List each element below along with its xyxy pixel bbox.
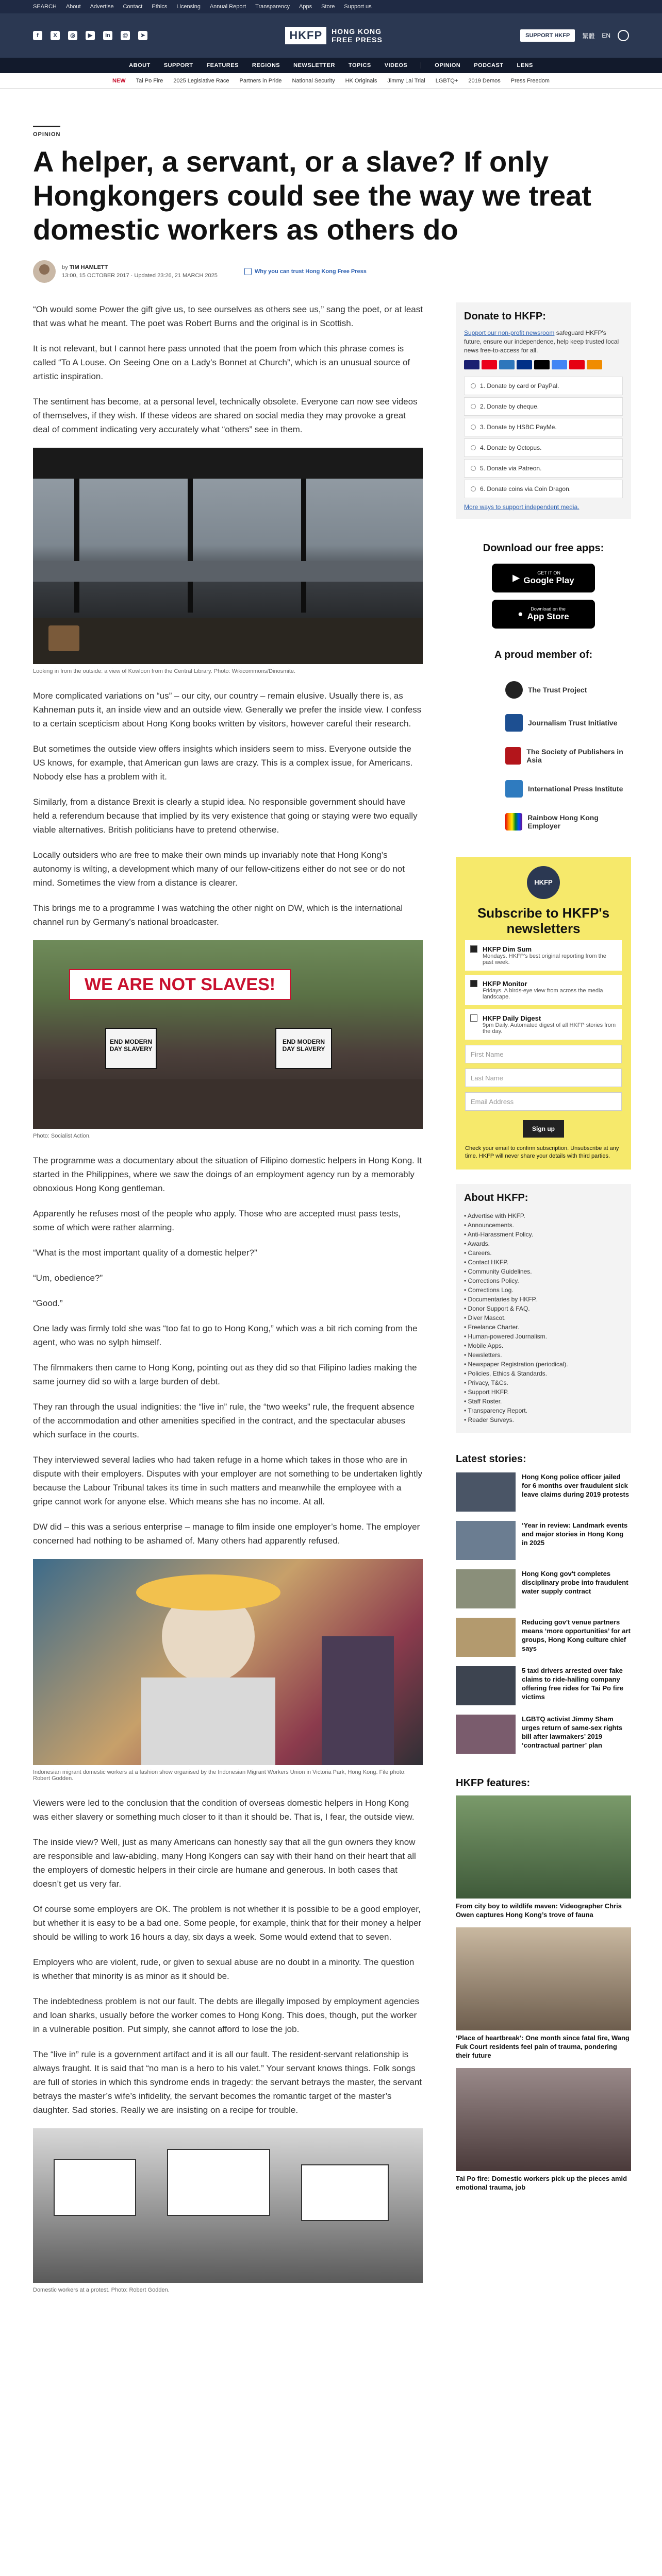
logo-line-2: FREE PRESS xyxy=(332,36,383,44)
donate-intro-text: safeguard HKFP's future, ensure our independence, help keep trusted local news free-to-access for all. xyxy=(464,329,619,354)
about-link[interactable]: • Contact HKFP. xyxy=(464,1258,623,1267)
caption: Photo: Socialist Action. xyxy=(33,1133,91,1139)
nav-regions[interactable]: REGIONS xyxy=(252,62,280,69)
figure-protest-2 xyxy=(33,2128,423,2293)
last-name-field[interactable]: Last Name xyxy=(465,1069,622,1087)
about-link[interactable]: • Documentaries by HKFP. xyxy=(464,1295,623,1304)
author-avatar xyxy=(33,260,56,283)
social-links xyxy=(33,31,147,40)
checkbox-icon[interactable] xyxy=(470,1014,477,1022)
newsletter-option-desc: Mondays. HKFP's best original reporting from the past week. xyxy=(483,953,606,965)
trending-2019-demos[interactable]: 2019 Demos xyxy=(468,77,501,84)
new-label: NEW xyxy=(112,77,126,84)
paragraph: “Good.” xyxy=(33,1298,63,1308)
logo-line-1: HONG KONG xyxy=(332,27,382,36)
membership-box xyxy=(456,649,631,838)
paragraph: This brings me to a programme I was watching the other night on DW, which is the international channel run by Germany’s national broadcaster. xyxy=(33,903,403,927)
trending-hk-originals[interactable]: HK Originals xyxy=(345,77,377,84)
support-hkfp-button[interactable]: SUPPORT HKFP xyxy=(520,29,575,42)
trending-jimmy-lai-trial[interactable]: Jimmy Lai Trial xyxy=(387,77,425,84)
donate-option-label: 1. Donate by card or PayPal. xyxy=(480,382,559,389)
about-box xyxy=(456,1184,631,1433)
sidebar xyxy=(456,302,631,2308)
first-name-field[interactable]: First Name xyxy=(465,1045,622,1063)
topbar-link-advertise[interactable]: Advertise xyxy=(90,4,114,10)
feature-title[interactable]: ‘Place of heartbreak’: One month since fatal fire, Wang Fuk Court residents feel pain of trauma, pondering their future xyxy=(456,2034,630,2059)
app-store-label: App Store xyxy=(527,612,569,621)
member-trust-project[interactable] xyxy=(456,673,631,706)
site-header xyxy=(0,13,662,58)
about-link[interactable]: • Human-powered Journalism. xyxy=(464,1332,623,1341)
topbar-link-annual-report[interactable]: Annual Report xyxy=(209,4,246,10)
about-link[interactable]: • Privacy, T&Cs. xyxy=(464,1378,623,1387)
mastercard-icon xyxy=(482,360,497,369)
paragraph: Similarly, from a distance Brexit is clearly a stupid idea. No responsible government should have held a referendum because that implied by its very existence that going or staying were two equally viable alternatives. British politicians have to pretend otherwise. xyxy=(33,797,418,835)
feature-thumbnail[interactable] xyxy=(456,1795,631,1899)
caption: Indonesian migrant domestic workers at a fashion show organised by the Indonesian Migrant Workers Union in Victoria Park, Hong Kong. File photo: Robert Godden. xyxy=(33,1769,406,1782)
member-label: The Society of Publishers in Asia xyxy=(526,748,623,764)
about-link[interactable]: • Advertise with HKFP. xyxy=(464,1211,623,1221)
feature-thumbnail[interactable] xyxy=(456,1927,631,2030)
trending-tai-po-fire[interactable]: Tai Po Fire xyxy=(136,77,163,84)
about-link[interactable]: • Donor Support & FAQ. xyxy=(464,1304,623,1313)
protest-placard: END MODERN DAY SLAVERY xyxy=(275,1028,332,1069)
radio-icon xyxy=(471,383,476,388)
trending-press-freedom[interactable]: Press Freedom xyxy=(510,77,550,84)
about-link[interactable]: • Corrections Policy. xyxy=(464,1276,623,1285)
paragraph: They interviewed several ladies who had taken refuge in a home which takes in those who are in dispute with their employers. Disputes with your employer are not something to be undertaken lightly because the Labour Tribunal takes its time in such matters and meanwhile the employee with a gripe cannot work for anyone else. Which means she has no income. At all. xyxy=(33,1455,422,1506)
feature-title[interactable]: Tai Po fire: Domestic workers pick up the pieces amid emotional trauma, job xyxy=(456,2175,627,2191)
author-prefix: by xyxy=(62,264,68,270)
story-thumbnail[interactable] xyxy=(456,1618,516,1657)
story-title[interactable]: ‘Year in review: Landmark events and major stories in Hong Kong in 2025 xyxy=(522,1521,628,1547)
hkfp-badge: HKFP xyxy=(527,866,560,899)
newsletter-option-title: HKFP Daily Digest xyxy=(483,1014,541,1022)
top-utility-bar xyxy=(0,0,662,13)
donate-heading: Donate to HKFP: xyxy=(464,311,546,322)
member-label: Journalism Trust Initiative xyxy=(528,719,618,727)
trending-legco-race[interactable]: 2025 Legislative Race xyxy=(173,77,229,84)
story-title[interactable]: 5 taxi drivers arrested over fake claims to ride-hailing company offering free rides for Tai Po fire victims xyxy=(522,1667,623,1701)
apple-icon: ● xyxy=(518,609,523,619)
nav-topics[interactable]: TOPICS xyxy=(348,62,371,69)
about-link[interactable]: • Reader Surveys. xyxy=(464,1415,623,1425)
donate-option[interactable] xyxy=(464,418,623,436)
about-link[interactable]: • Newspaper Registration (periodical). xyxy=(464,1360,623,1369)
topbar-link-about[interactable]: About xyxy=(65,4,81,10)
radio-icon xyxy=(471,486,476,492)
email-field[interactable]: Email Address xyxy=(465,1092,622,1111)
story-item[interactable] xyxy=(456,1618,631,1657)
figure-protest-signs xyxy=(33,940,423,1139)
about-link[interactable]: • Diver Mascot. xyxy=(464,1313,623,1323)
paragraph: DW did – this was a serious enterprise – manage to film inside one employer’s home. The employer concerned had nothing to be ashamed of. Many others had apparently refused. xyxy=(33,1522,420,1546)
story-item[interactable] xyxy=(456,1472,631,1512)
google-pay-icon xyxy=(552,360,567,369)
sopa-icon xyxy=(505,747,521,765)
paragraph: One lady was firmly told she was “too fat to go to Hong Kong,” which was a bit rich coming from the agent, who was no sylph himself. xyxy=(33,1324,418,1347)
member-heading: A proud member of: xyxy=(494,649,593,660)
member-sopa[interactable] xyxy=(456,739,631,772)
section-label[interactable]: OPINION xyxy=(33,126,60,138)
about-link[interactable]: • Careers. xyxy=(464,1248,623,1258)
paragraph: Locally outsiders who are free to make their own minds up invariably note that Hong Kong’s autonomy is wilting, a development which many of our fellow-citizens either do not see or do not mind. Sometimes the view from a distance is clearer. xyxy=(33,850,405,888)
paragraph: “Um, obedience?” xyxy=(33,1273,103,1283)
feature-item[interactable] xyxy=(456,1795,631,1919)
donate-option[interactable] xyxy=(464,397,623,416)
story-thumbnail[interactable] xyxy=(456,1569,516,1608)
about-link[interactable]: • Community Guidelines. xyxy=(464,1267,623,1276)
paragraph: More complicated variations on “us” – our city, our country – remain elusive. Usually there is, as Kahneman puts it, an inside view and an outside view. Generally we prefer the inside view. I confess to a certain scepticism about Hong Kong books written by visitors, however careful their research. xyxy=(33,691,422,728)
nav-podcast[interactable]: PODCAST xyxy=(474,62,504,69)
shield-icon xyxy=(244,268,252,275)
donate-option-label: 6. Donate coins via Coin Dragon. xyxy=(480,485,571,493)
newsletter-option-dim-sum[interactable] xyxy=(465,940,622,971)
nav-videos[interactable]: VIDEOS xyxy=(384,62,408,69)
byline xyxy=(33,260,629,283)
donate-option[interactable] xyxy=(464,377,623,395)
newsletter-option-daily-digest[interactable] xyxy=(465,1009,622,1040)
feature-title[interactable]: From city boy to wildlife maven: Videographer Chris Owen captures Hong Kong’s trove of fauna xyxy=(456,1902,622,1919)
unionpay-icon xyxy=(569,360,585,369)
about-link[interactable]: • Newsletters. xyxy=(464,1350,623,1360)
paragraph: They ran through the usual indignities: the “live in” rule, the “two weeks” rule, the frequent absence of the accommodation and other amenities specified in the contract, and the spectacular abuses which surface in the courts. xyxy=(33,1402,415,1439)
search-link[interactable]: SEARCH xyxy=(33,4,57,10)
story-thumbnail[interactable] xyxy=(456,1666,516,1705)
x-icon[interactable]: X xyxy=(51,31,60,40)
paragraph: The inside view? Well, just as many Americans can honestly say that all the gun owners they know are responsible and law-abiding, many Hong Kongers can say with their hand on their heart that all the employers of domestic helpers in their circle are humane and generous. In both cases that doesn’t get us very far. xyxy=(33,1837,416,1889)
donate-option-label: 3. Donate by HSBC PayMe. xyxy=(480,423,557,431)
publish-dates: 13:00, 15 OCTOBER 2017 · Updated 23:26, 21 MARCH 2025 xyxy=(62,273,218,279)
nav-newsletter[interactable]: NEWSLETTER xyxy=(293,62,335,69)
lang-traditional-chinese[interactable]: 繁體 xyxy=(582,32,595,40)
topbar-link-licensing[interactable]: Licensing xyxy=(176,4,201,10)
newsletter-heading: Subscribe to HKFP's newsletters xyxy=(477,905,610,936)
google-play-label: Google Play xyxy=(523,575,574,585)
protest-photo[interactable] xyxy=(33,940,423,1129)
about-link[interactable]: • Announcements. xyxy=(464,1221,623,1230)
donate-option[interactable] xyxy=(464,480,623,498)
paragraph: Apparently he refuses most of the people who apply. Those who are accepted must pass tests, some of which were rather alarming. xyxy=(33,1209,401,1232)
donate-option-label: 5. Donate via Patreon. xyxy=(480,465,542,472)
author-name[interactable]: TIM HAMLETT xyxy=(69,264,108,270)
newsletter-option-title: HKFP Monitor xyxy=(483,980,527,988)
features-box xyxy=(456,1777,631,2192)
donate-option[interactable] xyxy=(464,459,623,478)
instagram-icon[interactable]: ◎ xyxy=(68,31,77,40)
nav-support[interactable]: SUPPORT xyxy=(163,62,193,69)
nav-opinion[interactable]: OPINION xyxy=(435,62,461,69)
figure-kowloon-view xyxy=(33,448,423,674)
story-thumbnail[interactable] xyxy=(456,1472,516,1512)
newsletter-option-desc: Fridays. A birds-eye view from across the media landscape. xyxy=(483,988,603,1000)
paragraph: But sometimes the outside view offers insights which insiders seem to miss. Everyone outside the US knows, for example, that American gun laws are crazy. This is a complex issue, for Americans. Nobody else has a problem with it. xyxy=(33,744,413,782)
donate-intro-link[interactable]: Support our non-profit newsroom xyxy=(464,329,555,336)
radio-icon xyxy=(471,404,476,409)
nav-lens[interactable]: LENS xyxy=(517,62,533,69)
member-jti[interactable] xyxy=(456,706,631,739)
logo-mark: HKFP xyxy=(285,27,326,44)
story-item[interactable] xyxy=(456,1569,631,1608)
about-link[interactable]: • Transparency Report. xyxy=(464,1406,623,1415)
telegram-icon[interactable]: ➤ xyxy=(138,31,147,40)
jti-icon xyxy=(505,714,523,732)
donate-box xyxy=(456,302,631,519)
visa-icon xyxy=(464,360,479,369)
about-link[interactable]: • Anti-Harassment Policy. xyxy=(464,1230,623,1239)
protest-placard: END MODERN DAY SLAVERY xyxy=(105,1028,157,1069)
paragraph: Of course some employers are OK. The problem is not whether it is possible to be a good employer, but whether it is easy to be a bad one. Some people, for example, think that for their money a helper should be willing to work 16 hours a day, six days a week. Some would extend that to seven. xyxy=(33,1904,422,1942)
newsletter-box xyxy=(456,857,631,1170)
radio-icon xyxy=(471,466,476,471)
protest-photo-2[interactable] xyxy=(33,2128,423,2283)
story-item[interactable] xyxy=(456,1715,631,1754)
paragraph: The programme was a documentary about the situation of Filipino domestic helpers in Hong Kong. It started in the Philippines, where we saw the doings of an employment agency run by a memorably obnoxious Hong Kong gentleman. xyxy=(33,1156,422,1193)
member-label: Rainbow Hong Kong Employer xyxy=(527,814,599,830)
apps-heading: Download our free apps: xyxy=(483,543,604,554)
paragraph: The filmmakers then came to Hong Kong, pointing out as they did so that Filipino ladies making the same journey did so with a large burden of debt. xyxy=(33,1363,417,1386)
paragraph: The sentiment has become, at a personal level, technically obsolete. Everyone can now see videos of themselves, if they wish. If these videos are shared on social media they may provoke a great deal of comment indicating very accurately what “others” see in them. xyxy=(33,397,418,434)
protest-banner: WE ARE NOT SLAVES! xyxy=(69,969,291,1000)
donate-option-label: 4. Donate by Octopus. xyxy=(480,444,542,451)
caption: Looking in from the outside: a view of Kowloon from the Central Library. Photo: Wikicommons/Dinosmite. xyxy=(33,668,296,674)
paypal-icon xyxy=(517,360,532,369)
newsletter-option-desc: 9pm Daily. Automated digest of all HKFP stories from the day. xyxy=(483,1022,616,1035)
paragraph: “What is the most important quality of a domestic helper?” xyxy=(33,1248,257,1258)
trending-lgbtq[interactable]: LGBTQ+ xyxy=(435,77,458,84)
ipi-icon xyxy=(505,780,523,798)
threads-icon[interactable]: @ xyxy=(121,31,130,40)
member-label: International Press Institute xyxy=(528,785,623,793)
topbar-link-apps[interactable]: Apps xyxy=(299,4,312,10)
paragraph: Viewers were led to the conclusion that the condition of overseas domestic helpers in Hong Kong was either slavery or something much closer to it than it should be. That is, I fear, the outside view. xyxy=(33,1798,415,1822)
feature-thumbnail[interactable] xyxy=(456,2068,631,2171)
linkedin-icon[interactable]: in xyxy=(103,31,112,40)
topbar-link-transparency[interactable]: Transparency xyxy=(255,4,290,10)
latest-stories xyxy=(456,1453,631,1754)
story-item[interactable] xyxy=(456,1521,631,1560)
app-store-small: Download on the xyxy=(531,606,566,612)
paragraph: It is not relevant, but I cannot here pass unnoted that the poem from which this phrase comes is called “To A Louse. On Seeing One on a Lady’s Bonnet at Church”, which is an unusual source of artistic inspiration. xyxy=(33,344,410,381)
story-thumbnail[interactable] xyxy=(456,1521,516,1560)
search-icon[interactable] xyxy=(618,30,629,41)
topbar-link-ethics[interactable]: Ethics xyxy=(152,4,168,10)
google-play-badge[interactable] xyxy=(492,564,595,592)
trust-link[interactable] xyxy=(244,268,367,275)
feature-item[interactable] xyxy=(456,2068,631,2192)
caption: Domestic workers at a protest. Photo: Robert Godden. xyxy=(33,2287,170,2293)
octopus-icon xyxy=(587,360,602,369)
apps-box xyxy=(456,543,631,629)
amex-icon xyxy=(499,360,515,369)
latest-heading: Latest stories: xyxy=(456,1453,526,1465)
youtube-icon[interactable]: ▶ xyxy=(86,31,95,40)
checkbox-checked-icon[interactable] xyxy=(470,980,477,987)
paragraph: The indebtedness problem is not our fault. The debts are illegally imposed by employment agencies and loan sharks, usually before the worker comes to Hong Kong. This does, though, put the worker in a vulnerable position. Put simply, she cannot afford to lose the job. xyxy=(33,1996,420,2034)
about-link[interactable]: • Mobile Apps. xyxy=(464,1341,623,1350)
newsletter-note: Check your email to confirm subscription. Unsubscribe at any time. HKFP will never share your details with third parties. xyxy=(465,1145,619,1159)
checkbox-checked-icon[interactable] xyxy=(470,945,477,953)
trending-national-security[interactable]: National Security xyxy=(292,77,335,84)
site-logo[interactable] xyxy=(285,27,383,44)
features-heading: HKFP features: xyxy=(456,1777,531,1789)
more-ways-link[interactable]: More ways to support independent media. xyxy=(464,503,580,511)
paragraph: Employers who are violent, rude, or given to sexual abuse are no doubt in a minority. The question is whether that minority is as minor as it should be. xyxy=(33,1957,415,1981)
topbar-link-contact[interactable]: Contact xyxy=(123,4,143,10)
article-body xyxy=(33,302,423,2308)
kowloon-photo[interactable] xyxy=(33,448,423,664)
member-ipi[interactable] xyxy=(456,772,631,805)
radio-icon xyxy=(471,445,476,450)
member-rainbow-employer[interactable] xyxy=(456,805,631,838)
figure-fashion-show xyxy=(33,1559,423,1782)
apple-pay-icon xyxy=(534,360,550,369)
about-list xyxy=(464,1211,623,1425)
about-link[interactable]: • Staff Roster. xyxy=(464,1397,623,1406)
story-title[interactable]: Hong Kong police officer jailed for 6 months over fraudulent sick leave claims during 2019 protests xyxy=(522,1473,630,1498)
play-icon: ▶ xyxy=(512,573,520,583)
facebook-icon[interactable]: f xyxy=(33,31,42,40)
newsletter-option-monitor[interactable] xyxy=(465,975,622,1005)
payment-methods xyxy=(464,360,623,369)
trust-link-label: Why you can trust Hong Kong Free Press xyxy=(254,268,367,275)
story-thumbnail[interactable] xyxy=(456,1715,516,1754)
about-link[interactable]: • Policies, Ethics & Standards. xyxy=(464,1369,623,1378)
app-store-badge[interactable] xyxy=(492,600,595,629)
about-link[interactable]: • Support HKFP. xyxy=(464,1387,623,1397)
trust-project-icon xyxy=(505,681,523,699)
rainbow-icon xyxy=(505,813,522,831)
trending-partners-in-pride[interactable]: Partners in Pride xyxy=(239,77,282,84)
about-heading: About HKFP: xyxy=(464,1192,528,1204)
story-item[interactable] xyxy=(456,1666,631,1705)
paragraph: “Oh would some Power the gift give us, to see ourselves as others see us,” sang the poet, or at least that was what he meant. The poet was Robert Burns and the original is in Scottish. xyxy=(33,304,423,328)
radio-icon xyxy=(471,425,476,430)
newsletter-option-title: HKFP Dim Sum xyxy=(483,945,532,953)
member-label: The Trust Project xyxy=(528,686,587,694)
trending-bar xyxy=(0,73,662,89)
nav-features[interactable]: FEATURES xyxy=(206,62,239,69)
sign-up-button[interactable]: Sign up xyxy=(523,1120,564,1138)
topbar-link-support[interactable]: Support us xyxy=(344,4,372,10)
story-title[interactable]: Hong Kong gov't completes disciplinary probe into fraudulent water supply contract xyxy=(522,1570,628,1595)
donate-option[interactable] xyxy=(464,438,623,457)
donate-option-label: 2. Donate by cheque. xyxy=(480,403,539,410)
article-title: A helper, a servant, or a slave? If only Hongkongers could see the way we treat domestic workers as others do xyxy=(33,145,591,246)
fashion-show-photo[interactable] xyxy=(33,1559,423,1765)
google-play-small: GET IT ON xyxy=(537,570,560,575)
nav-about[interactable]: ABOUT xyxy=(129,62,151,69)
about-link[interactable]: • Awards. xyxy=(464,1239,623,1248)
about-link[interactable]: • Freelance Charter. xyxy=(464,1323,623,1332)
topbar-link-store[interactable]: Store xyxy=(321,4,335,10)
feature-item[interactable] xyxy=(456,1927,631,2060)
main-nav xyxy=(0,58,662,73)
lang-english[interactable]: EN xyxy=(602,32,610,39)
story-title[interactable]: LGBTQ activist Jimmy Sham urges return of same-sex rights bill after lawmakers’ 2019 ‘contractual partner’ plan xyxy=(522,1715,623,1749)
about-link[interactable]: • Corrections Log. xyxy=(464,1285,623,1295)
story-title[interactable]: Reducing gov't venue partners means ‘more opportunities’ for art groups, Hong Kong culture chief says xyxy=(522,1618,631,1652)
paragraph: The “live in” rule is a government artifact and it is all our fault. The resident-servant relationship is always fraught. It is said that “no man is a hero to his valet.” Your servant knows things. Folk songs are full of stories in which this syndrome ends in tragedy: the servant betrays the master, the servant betrays the master’s wife’s infidelity, the servant becomes the romantic target of the master’s daughter. Sad stories. Really we are insisting on a recipe for trouble. xyxy=(33,2049,422,2115)
